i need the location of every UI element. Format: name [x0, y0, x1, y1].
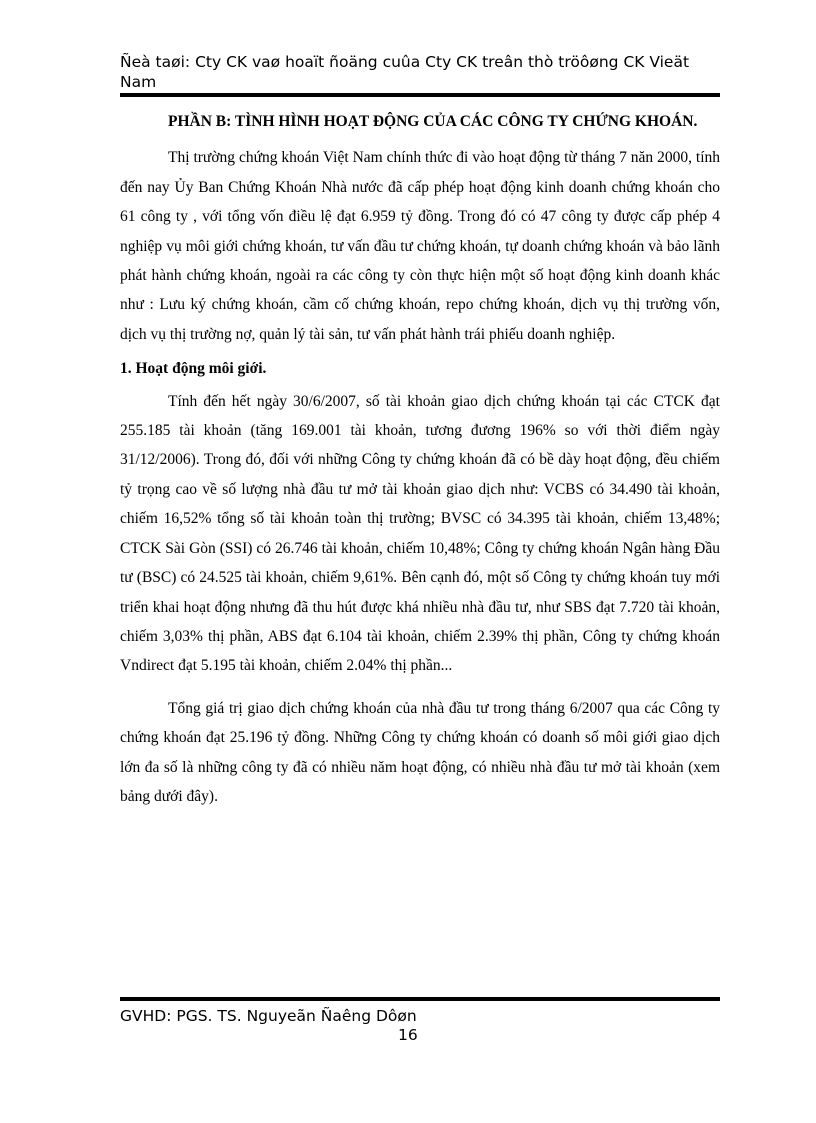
intro-paragraph: Thị trường chứng khoán Việt Nam chính thức đi vào hoạt động từ tháng 7 năn 2000, tính đến nay Ủy Ban Chứng Khoán Nhà nước đã cấp phép hoạt động kinh doanh chứng khoán cho 61 công ty , với tổng vốn điều lệ đạt 6.959 tỷ đồng. Trong đó có 47 công ty được cấp phép 4 nghiệp vụ môi giới chứng khoán, tư vấn đầu tư chứng khoán, tự doanh chứng khoán và bảo lãnh phát hành chứng khoán, ngoài ra các công ty còn thực hiện một số hoạt động kinh doanh khác như : Lưu ký chứng khoán, cầm cố chứng khoán, repo chứng khoán, dịch vụ thị trường vốn, dịch vụ thị trường nợ, quản lý tài sản, tư vấn phát hành trái phiếu doanh nghiệp. [120, 149, 720, 343]
page-header: Ñeà taøi: Cty CK vaø hoaït ñoäng cuûa Cty CK treân thò tröôøng CK Vieät Nam [120, 53, 690, 91]
section-heading: PHẦN B: TÌNH HÌNH HOẠT ĐỘNG CỦA CÁC CÔNG TY CHỨNG KHOÁN. [168, 113, 698, 130]
brokerage-paragraph-2: Tổng giá trị giao dịch chứng khoán của nhà đầu tư trong tháng 6/2007 qua các Công ty chứng khoán đạt 25.196 tỷ đồng. Những Công ty chứng khoán có doanh số môi giới giao dịch lớn đa số là những công ty đã có nhiều năm hoạt động, có nhiều nhà đầu tư mở tài khoản (xem bảng dưới đây). [120, 699, 720, 805]
subsection-heading: 1. Hoạt động môi giới. [120, 360, 267, 378]
brokerage-paragraph-1: Tính đến hết ngày 30/6/2007, số tài khoản giao dịch chứng khoán tại các CTCK đạt 255.185 tài khoản (tăng 169.001 tài khoản, tương đương 196% so với thời điểm ngày 31/12/2006). Trong đó, đối với những Công ty chứng khoán đã có bề dày hoạt động, đều chiếm tỷ trọng cao về số lượng nhà đầu tư mở tài khoản giao dịch như: VCBS có 34.490 tài khoản, chiếm 16,52% tổng số tài khoản toàn thị trường; BVSC có 34.395 tài khoản, chiếm 13,48%; CTCK Sài Gòn (SSI) có 26.746 tài khoản, chiếm 10,48%; Công ty chứng khoán Ngân hàng Đầu tư (BSC) có 24.525 tài khoản, chiếm 9,61%. Bên cạnh đó, một số Công ty chứng khoán tuy mới triển khai hoạt động nhưng đã thu hút được khá nhiều nhà đầu tư, như SBS đạt 7.720 tài khoản, chiếm 3,03% thị phần, ABS đạt 6.104 tài khoản, chiếm 2.39% thị phần, Công ty chứng khoán Vndirect đạt 5.195 tài khoản, chiếm 2.04% thị phần... [120, 392, 720, 675]
footer-advisor: GVHD: PGS. TS. Nguyeãn Ñaêng Dôøn [120, 1007, 417, 1025]
paragraph-spacer [120, 681, 720, 694]
page-number: 16 [398, 1026, 418, 1044]
header-rule [120, 93, 720, 97]
footer-rule [120, 997, 720, 1001]
document-body [120, 107, 720, 811]
